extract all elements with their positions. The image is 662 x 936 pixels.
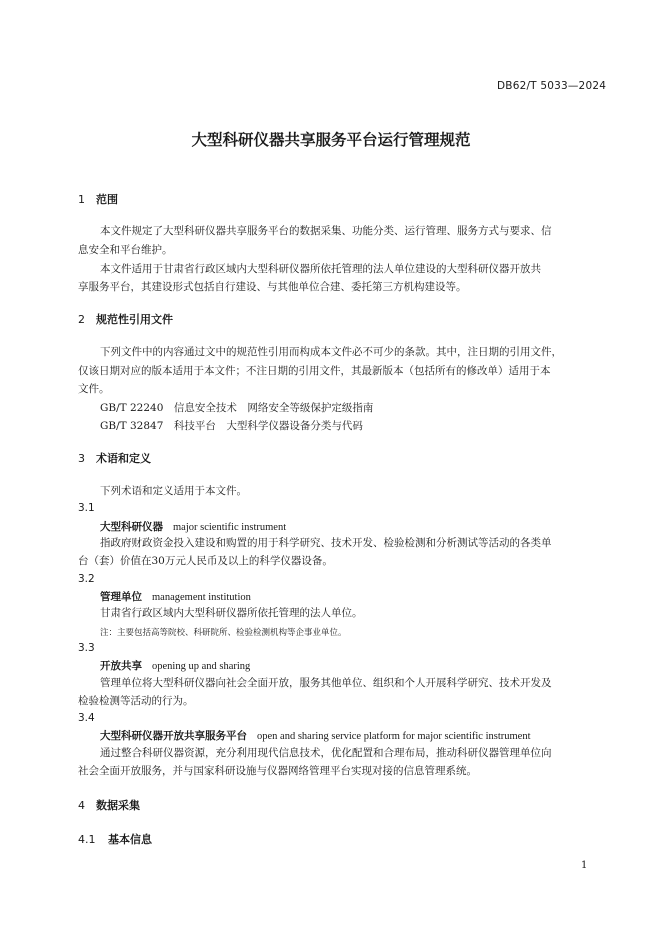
term-entry bbox=[100, 658, 250, 673]
term-entry bbox=[100, 519, 286, 534]
definition-line: 检验检测等活动的行为。 bbox=[78, 695, 194, 707]
reference-item: GB/T 22240 信息安全技术 网络安全等级保护定级指南 bbox=[100, 402, 374, 414]
section-number: 4.1 bbox=[78, 833, 96, 846]
definition-line: 通过整合科研仪器资源，充分利用现代信息技术，优化配置和合理布局，推动科研仪器管理单位向 bbox=[100, 747, 552, 759]
subsection-number: 3.3 bbox=[78, 642, 95, 654]
section-title: 术语和定义 bbox=[96, 452, 151, 465]
paragraph-line: 本文件适用于甘肃省行政区域内大型科研仪器所依托管理的法人单位建设的大型科研仪器开放共 bbox=[100, 263, 541, 275]
paragraph-line: 息安全和平台维护。 bbox=[78, 244, 173, 256]
definition-line: 指政府财政资金投入建设和购置的用于科学研究、技术开发、检验检测和分析测试等活动的各类单 bbox=[100, 537, 552, 549]
term-en: open and sharing service platform for major scientific instrument bbox=[257, 731, 531, 742]
section-title: 基本信息 bbox=[108, 833, 152, 846]
definition-line: 甘肃省行政区域内大型科研仪器所依托管理的法人单位。 bbox=[100, 607, 363, 619]
section-2-heading bbox=[78, 311, 173, 327]
definition-line: 台（套）价值在30万元人民币及以上的科学仪器设备。 bbox=[78, 555, 333, 567]
subsection-number: 3.2 bbox=[78, 573, 95, 585]
definition-line: 管理单位将大型科研仪器向社会全面开放，服务其他单位、组织和个人开展科学研究、技术开发及 bbox=[100, 677, 552, 689]
section-title: 范围 bbox=[96, 193, 118, 206]
paragraph-line: 下列术语和定义适用于本文件。 bbox=[100, 485, 247, 497]
term-entry bbox=[100, 728, 531, 743]
paragraph-line: 文件。 bbox=[78, 383, 110, 395]
paragraph-line: 仅该日期对应的版本适用于本文件；不注日期的引用文件，其最新版本（包括所有的修改单）适用于本 bbox=[78, 365, 551, 377]
section-4-heading bbox=[78, 797, 140, 813]
term-en: management institution bbox=[152, 592, 251, 603]
paragraph-line: 享服务平台，其建设形式包括自行建设、与其他单位合建、委托第三方机构建设等。 bbox=[78, 281, 467, 293]
subsection-number: 3.4 bbox=[78, 712, 95, 724]
section-number: 1 bbox=[78, 193, 85, 206]
term-zh: 管理单位 bbox=[100, 591, 142, 603]
section-number: 3 bbox=[78, 452, 85, 465]
term-zh: 大型科研仪器开放共享服务平台 bbox=[100, 730, 247, 742]
definition-line: 社会全面开放服务，并与国家科研设施与仪器网络管理平台实现对接的信息管理系统。 bbox=[78, 765, 477, 777]
term-zh: 开放共享 bbox=[100, 660, 142, 672]
reference-item: GB/T 32847 科技平台 大型科学仪器设备分类与代码 bbox=[100, 420, 363, 432]
section-number: 2 bbox=[78, 313, 85, 326]
term-entry bbox=[100, 589, 251, 604]
term-zh: 大型科研仪器 bbox=[100, 521, 163, 533]
subsection-number: 3.1 bbox=[78, 502, 95, 514]
section-title: 规范性引用文件 bbox=[96, 313, 173, 326]
term-en: major scientific instrument bbox=[173, 522, 287, 533]
note: 注：主要包括高等院校、科研院所、检验检测机构等企事业单位。 bbox=[100, 628, 347, 638]
section-1-heading bbox=[78, 191, 118, 207]
page-number: 1 bbox=[581, 860, 588, 871]
section-title: 数据采集 bbox=[96, 799, 140, 812]
section-number: 4 bbox=[78, 799, 85, 812]
page-title: 大型科研仪器共享服务平台运行管理规范 bbox=[191, 131, 471, 149]
paragraph-line: 下列文件中的内容通过文中的规范性引用而构成本文件必不可少的条款。其中，注日期的引用文件， bbox=[100, 346, 562, 358]
document-id: DB62/T 5033—2024 bbox=[497, 80, 607, 92]
term-en: opening up and sharing bbox=[152, 661, 251, 672]
section-4-1-heading bbox=[78, 831, 152, 847]
section-3-heading bbox=[78, 450, 151, 466]
paragraph-line: 本文件规定了大型科研仪器共享服务平台的数据采集、功能分类、运行管理、服务方式与要求、信 bbox=[100, 225, 552, 237]
